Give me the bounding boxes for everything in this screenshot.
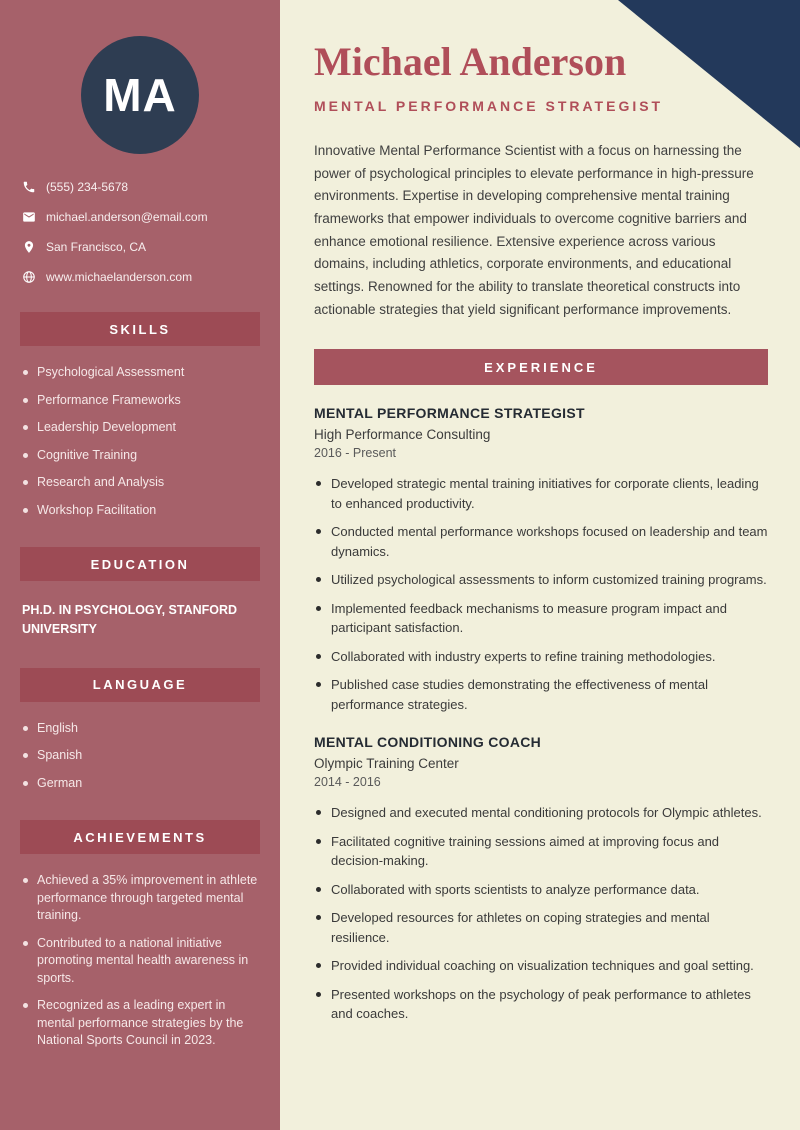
- contact-text: San Francisco, CA: [46, 240, 147, 254]
- contact-item-website: [22, 270, 258, 284]
- contact-text: michael.anderson@email.com: [46, 210, 208, 224]
- phone-icon: [22, 180, 36, 194]
- job-entry: [314, 734, 768, 1024]
- main-content: [280, 0, 800, 1130]
- list-item: Workshop Facilitation: [22, 502, 260, 520]
- list-item: Facilitated cognitive training sessions aimed at improving focus and decision-making.: [314, 832, 768, 871]
- contact-text: www.michaelanderson.com: [46, 270, 193, 284]
- list-item: Developed strategic mental training initiatives for corporate clients, leading to enhanced productivity.: [314, 474, 768, 513]
- achievements-list: [22, 872, 260, 1050]
- list-item: Spanish: [22, 747, 260, 765]
- avatar: [81, 36, 199, 154]
- list-item: Collaborated with sports scientists to analyze performance data.: [314, 880, 768, 900]
- page-title: Michael Anderson: [314, 39, 627, 84]
- list-item: Developed resources for athletes on coping strategies and mental resilience.: [314, 908, 768, 947]
- job-title: MENTAL CONDITIONING COACH: [314, 734, 542, 751]
- list-item: Conducted mental performance workshops focused on leadership and team dynamics.: [314, 522, 768, 561]
- role-subtitle: MENTAL PERFORMANCE STRATEGIST: [314, 98, 664, 114]
- list-item: Utilized psychological assessments to inform customized training programs.: [314, 570, 768, 590]
- experience-section-header: [314, 349, 768, 385]
- contact-item-phone: [22, 180, 258, 194]
- list-item: Provided individual coaching on visualization techniques and goal setting.: [314, 956, 768, 976]
- list-item: Cognitive Training: [22, 447, 260, 465]
- language-list: [22, 720, 260, 793]
- job-bullet-list: [314, 803, 768, 1024]
- skills-list: [22, 364, 260, 519]
- contact-list: [22, 180, 258, 284]
- job-company: High Performance Consulting: [314, 427, 491, 443]
- job-entry: [314, 405, 768, 714]
- summary-paragraph: Innovative Mental Performance Scientist with a focus on harnessing the power of psychological principles to elevate performance in high-pressure environments. Expertise in developing comprehensive mental training frameworks that empower individuals to overcome cognitive barriers and enhance emotional resilience. Extensive experience across various domains, including athletics, corporate environments, and educational settings. Renowned for the ability to translate theoretical constructs into actionable strategies that yield significant performance improvements.: [314, 143, 754, 317]
- contact-item-location: [22, 240, 258, 254]
- list-item: Published case studies demonstrating the effectiveness of mental performance strategies.: [314, 675, 768, 714]
- language-section-header: [20, 668, 260, 702]
- list-item: Research and Analysis: [22, 474, 260, 492]
- job-title: MENTAL PERFORMANCE STRATEGIST: [314, 405, 585, 422]
- globe-icon: [22, 270, 36, 284]
- job-company: Olympic Training Center: [314, 756, 459, 772]
- achievements-section-header: [20, 820, 260, 854]
- list-item: Designed and executed mental conditioning protocols for Olympic athletes.: [314, 803, 768, 823]
- experience-title: EXPERIENCE: [484, 359, 598, 375]
- skills-section-header: [20, 312, 260, 346]
- education-title: EDUCATION: [90, 556, 190, 572]
- list-item: Achieved a 35% improvement in athlete performance through targeted mental training.: [22, 872, 260, 925]
- sidebar: [0, 0, 280, 1130]
- list-item: Implemented feedback mechanisms to measure program impact and participant satisfaction.: [314, 599, 768, 638]
- email-icon: [22, 210, 36, 224]
- achievements-title: ACHIEVEMENTS: [73, 829, 207, 845]
- list-item: English: [22, 720, 260, 738]
- list-item: Contributed to a national initiative promoting mental health awareness in sports.: [22, 935, 260, 988]
- education-section-header: [20, 547, 260, 581]
- list-item: Performance Frameworks: [22, 392, 260, 410]
- skills-title: SKILLS: [109, 321, 171, 337]
- list-item: Presented workshops on the psychology of peak performance to athletes and coaches.: [314, 985, 768, 1024]
- list-item: Collaborated with industry experts to refine training methodologies.: [314, 647, 768, 667]
- list-item: Leadership Development: [22, 419, 260, 437]
- contact-text: (555) 234-5678: [46, 180, 129, 194]
- location-icon: [22, 240, 36, 254]
- job-bullet-list: [314, 474, 768, 714]
- education-item: PH.D. IN PSYCHOLOGY, STANFORD UNIVERSITY: [22, 603, 238, 637]
- list-item: German: [22, 775, 260, 793]
- contact-item-email: [22, 210, 258, 224]
- list-item: Recognized as a leading expert in mental performance strategies by the National Sports Council in 2023.: [22, 997, 260, 1050]
- job-dates: 2016 - Present: [314, 446, 396, 461]
- list-item: Psychological Assessment: [22, 364, 260, 382]
- job-dates: 2014 - 2016: [314, 775, 381, 790]
- avatar-initials: MA: [103, 69, 177, 121]
- language-title: LANGUAGE: [92, 677, 188, 693]
